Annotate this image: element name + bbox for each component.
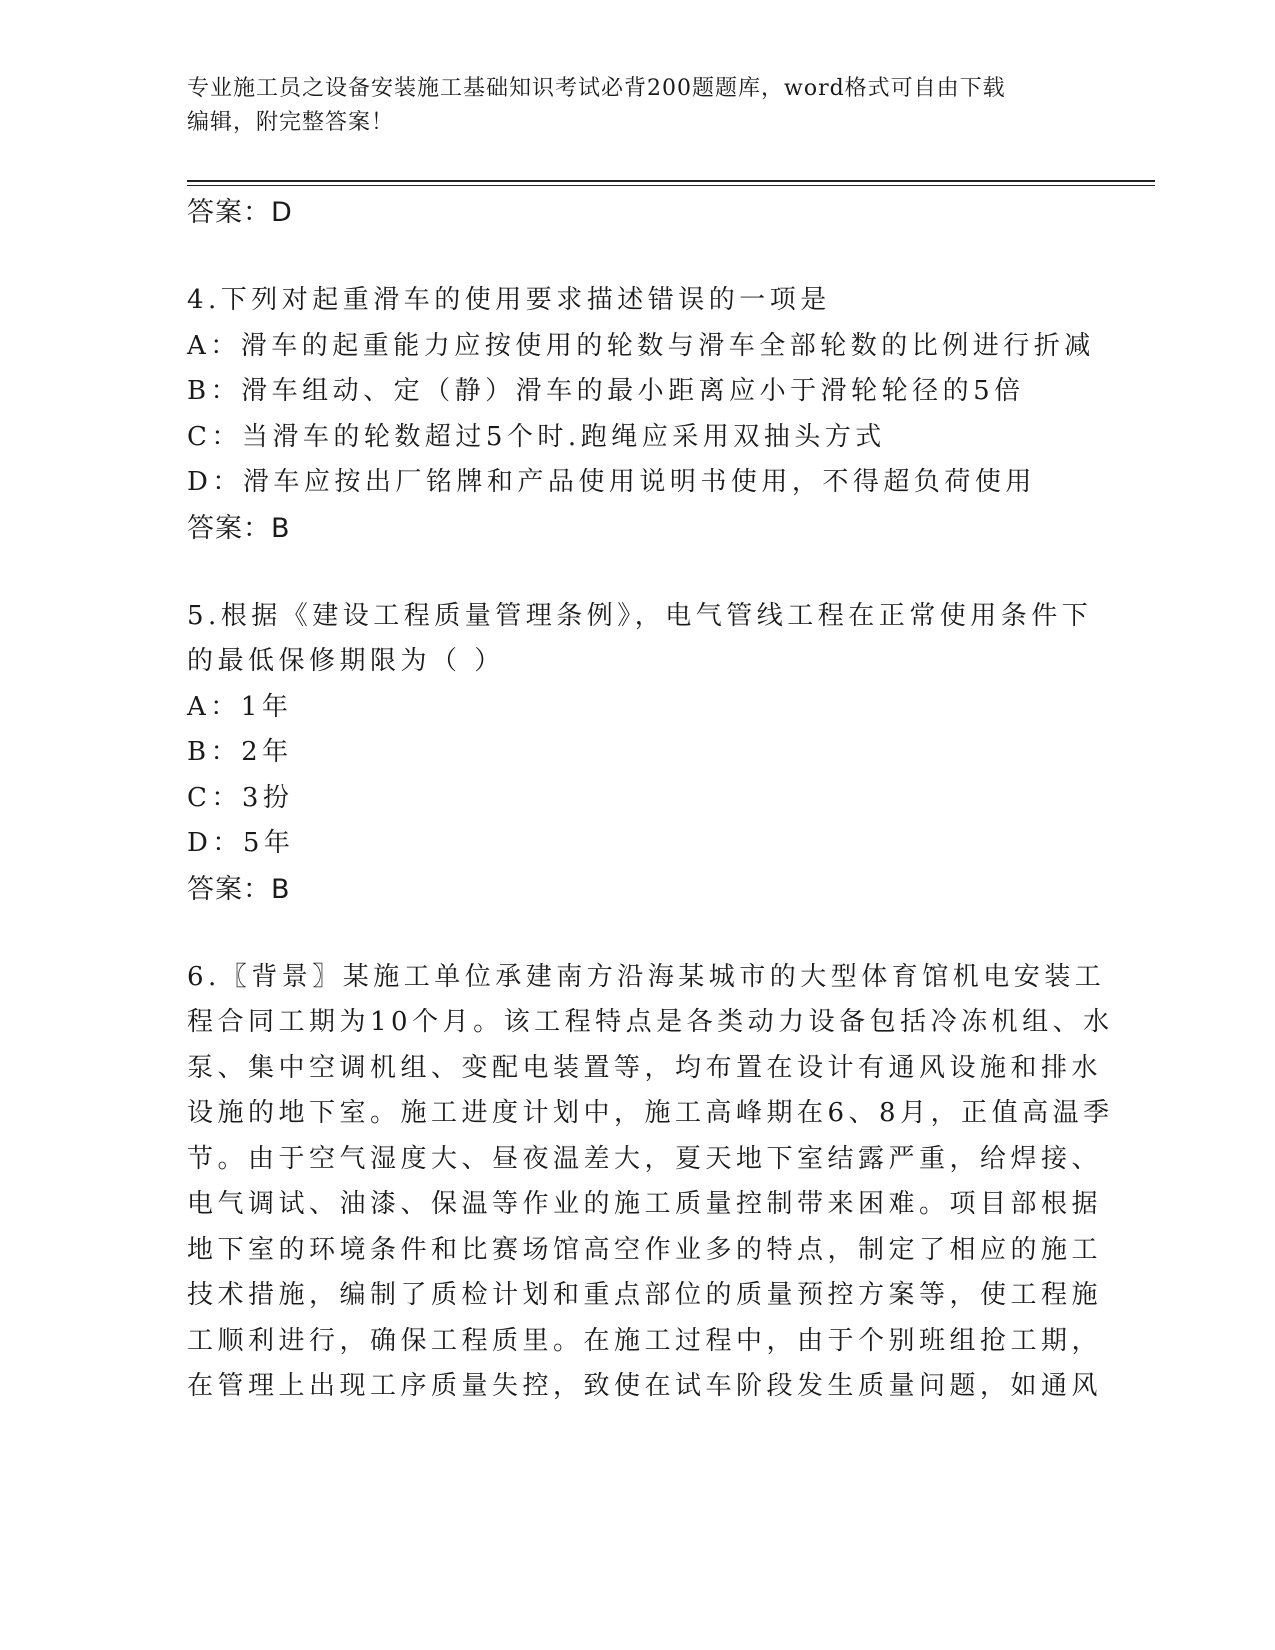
question-6-line: 在管理上出现工序质量失控，致使在试车阶段发生质量问题，如通风 — [187, 1371, 1103, 1401]
question-6 — [187, 955, 1114, 1410]
question-6-line: 程合同工期为10个月。该工程特点是各类动力设备包括冷冻机组、水 — [187, 1007, 1114, 1037]
spacer — [187, 236, 1087, 278]
question-6-line: 节。由于空气湿度大、昼夜温差大，夏天地下室结露严重，给焊接、 — [187, 1143, 1103, 1174]
question-4 — [187, 278, 1095, 552]
question-5-option-d: D：5年 — [187, 828, 295, 858]
header-title-line-1: 专业施工员之设备安装施工基础知识考试必背200题题库，word格式可自由下载 — [187, 76, 1006, 101]
answer-q5: 答案：B — [187, 873, 291, 905]
document-header — [187, 72, 1067, 140]
answer-q4: 答案：B — [187, 512, 291, 544]
question-4-option-a: A：滑车的起重能力应按使用的轮数与滑车全部轮数的比例进行折减 — [187, 330, 1095, 361]
question-6-line: 技术措施，编制了质检计划和重点部位的质量预控方案等，使工程施 — [187, 1280, 1103, 1310]
question-4-option-b: B：滑车组动、定（静）滑车的最小距离应小于滑轮轮径的5倍 — [187, 376, 1025, 406]
spacer — [187, 552, 1087, 594]
header-rule-thick — [187, 180, 1155, 182]
question-4-option-d: D：滑车应按出厂铭牌和产品使用说明书使用，不得超负荷使用 — [187, 467, 1036, 497]
question-5-stem-line-2: 的最低保修期限为（ ） — [187, 646, 505, 676]
question-5-option-a: A：1年 — [187, 691, 293, 722]
question-4-option-c: C：当滑车的轮数超过5个时.跑绳应采用双抽头方式 — [187, 421, 886, 452]
spacer — [187, 913, 1087, 955]
question-5-option-c: C：3扮 — [187, 782, 294, 813]
question-4-stem: 4.下列对起重滑车的使用要求描述错误的一项是 — [187, 285, 831, 315]
question-6-line: 工顺利进行，确保工程质里。在施工过程中，由于个别班组抢工期， — [187, 1325, 1103, 1356]
question-6-line: 电气调试、油漆、保温等作业的施工质量控制带来困难。项目部根据 — [187, 1189, 1103, 1219]
question-6-line: 6.〖背景〗某施工单位承建南方沿海某城市的大型体育馆机电安装工 — [187, 961, 1106, 992]
question-6-line: 设施的地下室。施工进度计划中，施工高峰期在6、8月，正值高温季 — [187, 1098, 1114, 1128]
document-body — [187, 190, 1114, 1410]
question-6-line: 地下室的环境条件和比赛场馆高空作业多的特点，制定了相应的施工 — [187, 1234, 1103, 1265]
question-5 — [187, 594, 1093, 913]
header-title-line-2: 编辑，附完整答案！ — [187, 110, 395, 135]
answer-q3: 答案：D — [187, 197, 293, 228]
question-5-option-b: B：2年 — [187, 737, 293, 767]
question-6-line: 泵、集中空调机组、变配电装置等，均布置在设计有通风设施和排水 — [187, 1052, 1103, 1083]
header-rule-thin — [187, 185, 1155, 186]
question-5-stem-line-1: 5.根据《建设工程质量管理条例》，电气管线工程在正常使用条件下 — [187, 600, 1093, 631]
